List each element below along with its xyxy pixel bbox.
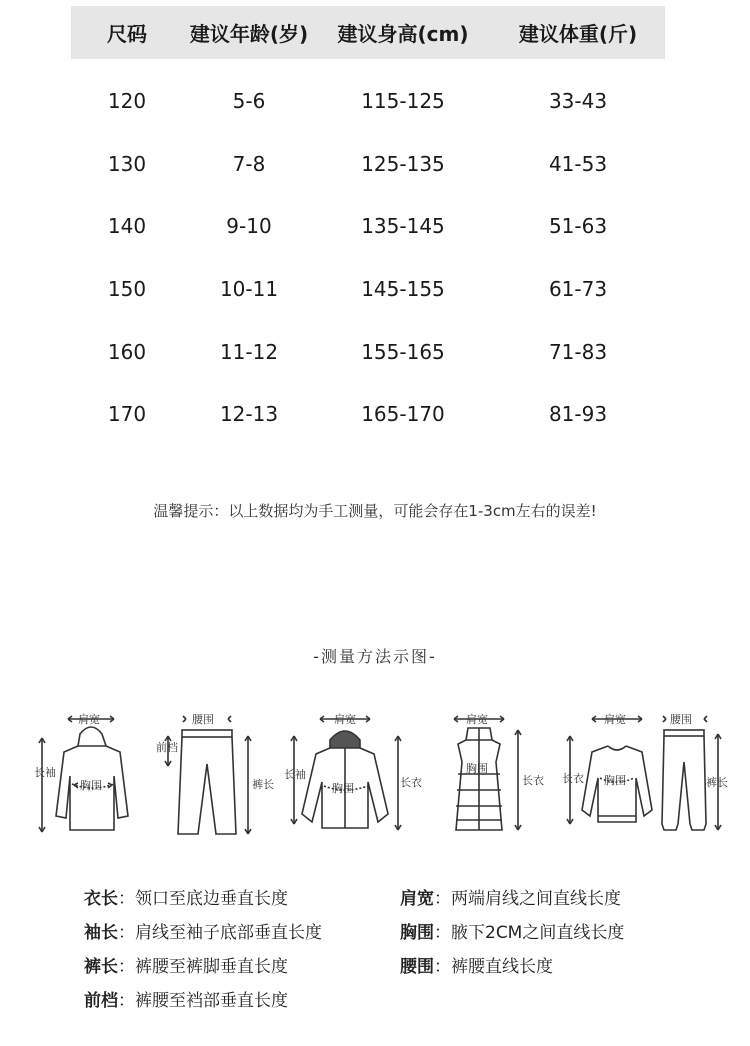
- legend-term: 袖长: [84, 923, 118, 943]
- table-row: [71, 320, 665, 383]
- weight-cell: 33-43: [548, 89, 608, 114]
- legend-item: [400, 952, 553, 977]
- coat-sleeve-label: 长袖: [284, 768, 306, 781]
- size-cell: 120: [107, 89, 147, 114]
- legend-desc: ：腋下2CM之间直线长度: [434, 923, 625, 943]
- vest-length-label: 长衣: [522, 774, 544, 787]
- legend-term: 肩宽: [400, 889, 434, 909]
- pants-icon: [156, 706, 274, 841]
- weight-cell: 61-73: [548, 277, 608, 302]
- height-cell: 165-170: [361, 402, 445, 427]
- coat-figure: [284, 706, 422, 841]
- age-cell: 12-13: [219, 402, 279, 427]
- header-height: 建议身高(cm): [337, 22, 469, 46]
- sweater-shoulder-label: 肩宽: [604, 713, 626, 726]
- coat-length-label: 长衣: [400, 776, 422, 789]
- size-cell: 170: [107, 402, 147, 427]
- pants-length-label: 裤长: [252, 778, 274, 791]
- legend-term: 衣长: [84, 889, 118, 909]
- jogger-pants-icon: [654, 706, 728, 841]
- height-cell: 155-165: [361, 339, 445, 364]
- pants-waist-label: 腰围: [192, 713, 214, 726]
- method-title: -测量方法示图-: [313, 647, 437, 666]
- header-weight: 建议体重(斤): [518, 22, 638, 46]
- size-cell: 160: [107, 339, 147, 364]
- legend-desc: ：裤腰至裤脚垂直长度: [118, 957, 288, 977]
- height-cell: 145-155: [361, 277, 445, 302]
- height-cell: 135-145: [361, 214, 445, 239]
- size-table: [71, 6, 665, 446]
- coat-shoulder-label: 肩宽: [334, 713, 356, 726]
- table-row: [71, 258, 665, 321]
- height-cell: 125-135: [361, 151, 445, 176]
- legend-item: [84, 986, 288, 1011]
- measurement-figures: [34, 706, 728, 846]
- coat-chest-label: 胸围: [332, 782, 354, 795]
- legend-desc: ：肩线至袖子底部垂直长度: [118, 923, 322, 943]
- pants-rise-label: 前档: [156, 741, 178, 754]
- vest-icon: [434, 706, 544, 841]
- size-cell: 150: [107, 277, 147, 302]
- table-row: [71, 195, 665, 258]
- joggers-waist-label: 腰围: [670, 713, 692, 726]
- table-body: [71, 70, 665, 446]
- measurement-tip: 温馨提示：以上数据均为手工测量，可能会存在1-3cm左右的误差!: [153, 502, 597, 520]
- legend-term: 腰围: [400, 957, 434, 977]
- weight-cell: 71-83: [548, 339, 608, 364]
- vest-shoulder-label: 肩宽: [466, 713, 488, 726]
- sweater-figure: [562, 706, 662, 841]
- legend-item: [400, 918, 624, 943]
- legend-item: [84, 884, 288, 909]
- joggers-figure: [654, 706, 728, 841]
- hoodie-icon: [34, 706, 150, 841]
- joggers-length-label: 裤长: [706, 776, 728, 789]
- hoodie-chest-label: 胸围: [80, 779, 102, 792]
- table-row: [71, 133, 665, 196]
- height-cell: 115-125: [361, 89, 445, 114]
- sweater-length-label: 长衣: [562, 772, 584, 785]
- pants-figure: [156, 706, 274, 841]
- header-age: 建议年龄(岁): [189, 22, 309, 46]
- weight-cell: 41-53: [548, 151, 608, 176]
- sweater-chest-label: 胸围: [604, 774, 626, 787]
- table-header: [71, 6, 665, 59]
- legend-term: 前档: [84, 991, 118, 1011]
- age-cell: 10-11: [219, 277, 279, 302]
- hooded-coat-icon: [284, 706, 422, 841]
- legend-item: [400, 884, 621, 909]
- size-cell: 140: [107, 214, 147, 239]
- age-cell: 9-10: [226, 214, 272, 239]
- age-cell: 5-6: [232, 89, 266, 114]
- weight-cell: 51-63: [548, 214, 608, 239]
- legend-term: 裤长: [84, 957, 118, 977]
- legend-item: [84, 918, 322, 943]
- table-row: [71, 383, 665, 446]
- legend-desc: ：裤腰直线长度: [434, 957, 553, 977]
- legend-term: 胸围: [400, 923, 434, 943]
- weight-cell: 81-93: [548, 402, 608, 427]
- legend-desc: ：两端肩线之间直线长度: [434, 889, 621, 909]
- hoodie-shoulder-label: 肩宽: [78, 713, 100, 726]
- table-row: [71, 70, 665, 133]
- size-cell: 130: [107, 151, 147, 176]
- vest-chest-label: 胸围: [466, 762, 488, 775]
- vest-figure: [434, 706, 544, 841]
- age-cell: 7-8: [232, 151, 266, 176]
- sweater-icon: [562, 706, 662, 841]
- header-size: 尺码: [107, 22, 147, 46]
- hoodie-figure: [34, 706, 150, 841]
- legend-item: [84, 952, 288, 977]
- hoodie-sleeve-label: 长袖: [34, 766, 56, 779]
- legend-desc: ：领口至底边垂直长度: [118, 889, 288, 909]
- legend-desc: ：裤腰至裆部垂直长度: [118, 991, 288, 1011]
- age-cell: 11-12: [219, 339, 279, 364]
